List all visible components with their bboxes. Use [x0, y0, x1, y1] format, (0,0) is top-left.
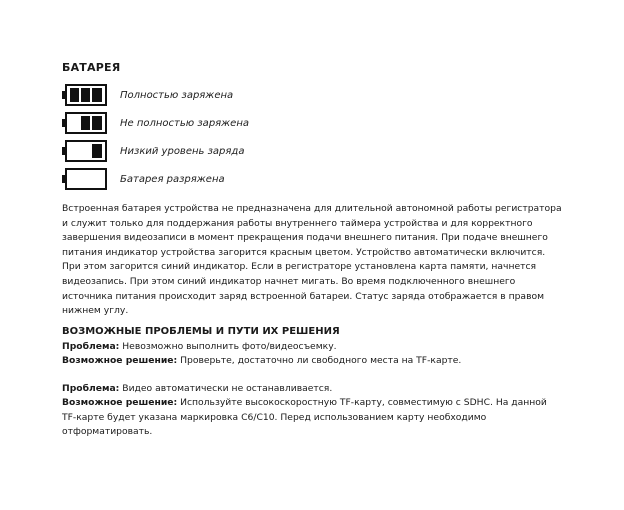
solution-1: [62, 354, 562, 369]
solution-label: Возможное решение:: [62, 355, 178, 366]
problem-text: Видео автоматически не останавливается.: [122, 383, 333, 394]
battery-description: Встроенная батарея устройства не предназначена для длительной автономной работы регистратора и служит только для поддержания работы внутреннего таймера устройства и для корректного завершения видеозаписи в момент прекращения подачи внешнего питания. При подаче внешнего питания индикатор устройства загорится красным цветом. Устройство автоматически включится. При этом загорится синий индикатор. Если в регистраторе установлена карта памяти, начнется видеозапись. При этом синий индикатор начнет мигать. Во время подключенного внешнего источника питания происходит заряд встроенной батареи. Статус заряда отображается в правом нижнем углу.: [62, 203, 562, 317]
battery-low-icon: [62, 140, 107, 162]
solution-label: Возможное решение:: [62, 397, 178, 408]
battery-state-full: [62, 84, 233, 106]
battery-partial-icon: [62, 112, 107, 134]
battery-cell-icon: [81, 88, 90, 102]
solution-text: Используйте высокоскоростную TF-карту, совместимую с SDHC. На данной TF-карте будет указана маркировка C6/C10. Перед использованием карту необходимо отформатировать.: [62, 397, 547, 438]
battery-full-icon: [62, 84, 107, 106]
solution-2: [62, 396, 562, 440]
problem-1: [62, 340, 562, 355]
problem-label: Проблема:: [62, 383, 120, 394]
battery-cell-icon: [70, 88, 79, 102]
battery-cell-icon: [92, 144, 102, 158]
battery-cell-icon: [92, 116, 102, 130]
solution-text: Проверьте, достаточно ли свободного места на TF-карте.: [180, 355, 462, 366]
problems-section-title: ВОЗМОЖНЫЕ ПРОБЛЕМЫ И ПУТИ ИХ РЕШЕНИЯ: [62, 326, 340, 337]
problem-label: Проблема:: [62, 341, 120, 352]
battery-state-partial: [62, 112, 249, 134]
battery-cell-icon: [81, 116, 90, 130]
battery-state-low: [62, 140, 244, 162]
battery-section-title: БАТАРЕЯ: [62, 61, 121, 74]
problem-2: [62, 382, 562, 397]
battery-state-empty: [62, 168, 225, 190]
battery-state-label: Низкий уровень заряда: [120, 145, 245, 157]
battery-state-label: Не полностью заряжена: [120, 117, 250, 129]
battery-empty-icon: [62, 168, 107, 190]
battery-state-label: Полностью заряжена: [120, 89, 234, 101]
problem-text: Невозможно выполнить фото/видеосъемку.: [122, 341, 337, 352]
battery-state-label: Батарея разряжена: [120, 173, 225, 185]
battery-cell-icon: [92, 88, 102, 102]
